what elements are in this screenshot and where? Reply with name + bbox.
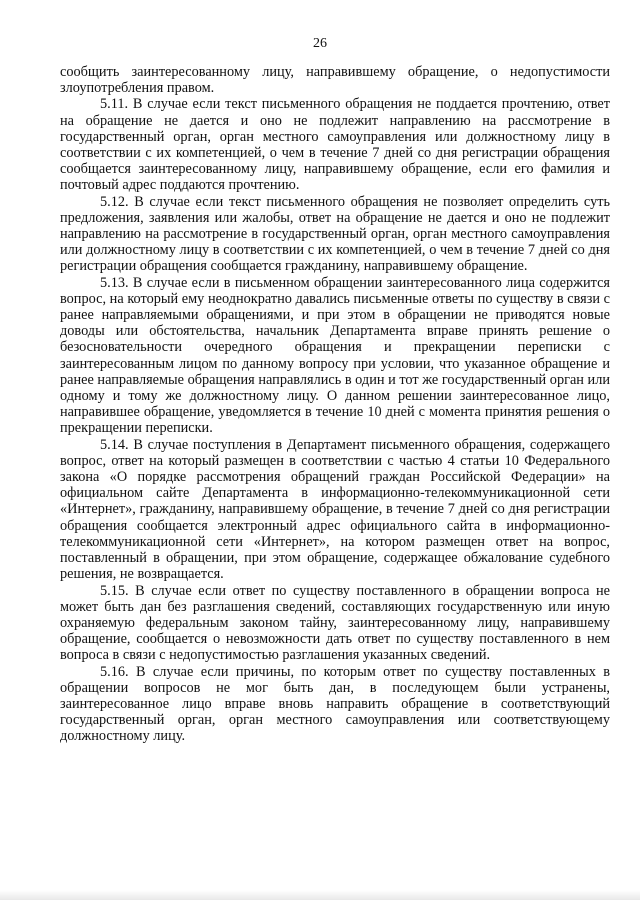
paragraph-5-11: 5.11. В случае если текст письменного обращения не поддается прочтению, ответ на обращение не дается и оно не подлежит направлению на рассмотрение в государственный орган, орган местного самоуправления или должностному лицу в соответствии с их компетенцией, о чем в течение 7 дней со дня регистрации обращения сообщается заинтересованному лицу, направившему обращение, если его фамилия и почтовый адрес поддаются прочтению.	[60, 96, 610, 194]
paragraph-5-12: 5.12. В случае если текст письменного обращения не позволяет определить суть предложения, заявления или жалобы, ответ на обращение не дается и оно не подлежит направлению на рассмотрение в государственный орган, орган местного самоуправления или должностному лицу в соответствии с их компетенцией, о чем в течение 7 дней со дня регистрации обращения сообщается гражданину, направившему обращение.	[60, 193, 610, 275]
paragraph-5-16: 5.16. В случае если причины, по которым ответ по существу поставленных в обращении вопросов не мог быть дан, в последующем были устранены, заинтересованное лицо вправе вновь направить обращение в соответствующий государственный орган, орган местного самоуправления или соответствующему должностному лицу.	[60, 663, 610, 745]
paragraph-continuation: сообщить заинтересованному лицу, направившему обращение, о недопустимости злоупотребления правом.	[60, 64, 610, 97]
paragraph-5-14: 5.14. В случае поступления в Департамент письменного обращения, содержащего вопрос, ответ на который размещен в соответствии с частью 4 статьи 10 Федерального закона «О порядке рассмотрения обращений граждан Российской Федерации» на официальном сайте Департамента в информационно-телекоммуникационной сети «Интернет», гражданину, направившему обращение, в течение 7 дней со дня регистрации обращения сообщается электронный адрес официального сайта в информационно-телекоммуникационной сети «Интернет», на котором размещен ответ на вопрос, поставленный в обращении, при этом обращение, содержащее обжалование судебного решения, не возвращается.	[60, 436, 610, 583]
paragraph-5-13: 5.13. В случае если в письменном обращении заинтересованного лица содержится вопрос, на который ему неоднократно давались письменные ответы по существу в связи с ранее направляемыми обращениями, и при этом в обращении не приводятся новые доводы или обстоятельства, начальник Департамента вправе принять решение о безосновательности очередного обращения и прекращении переписки с заинтересованным лицом по данному вопросу при условии, что указанное обращение и ранее направляемые обращения направлялись в один и тот же государственный орган или одному и тому же должностному лицу. О данном решении заинтересованное лицо, направившее обращение, уведомляется в течение 10 дней с момента принятия решения о прекращении переписки.	[60, 274, 610, 437]
paragraph-5-15: 5.15. В случае если ответ по существу поставленного в обращении вопроса не может быть дан без разглашения сведений, составляющих государственную или иную охраняемую федеральным законом тайну, заинтересованному лицу, направившему обращение, сообщается о невозможности дать ответ по существу поставленного в нем вопроса в связи с недопустимостью разглашения указанных сведений.	[60, 582, 610, 664]
scan-bottom-edge	[0, 890, 640, 900]
page-number: 26	[313, 36, 327, 51]
document-body	[60, 64, 610, 745]
